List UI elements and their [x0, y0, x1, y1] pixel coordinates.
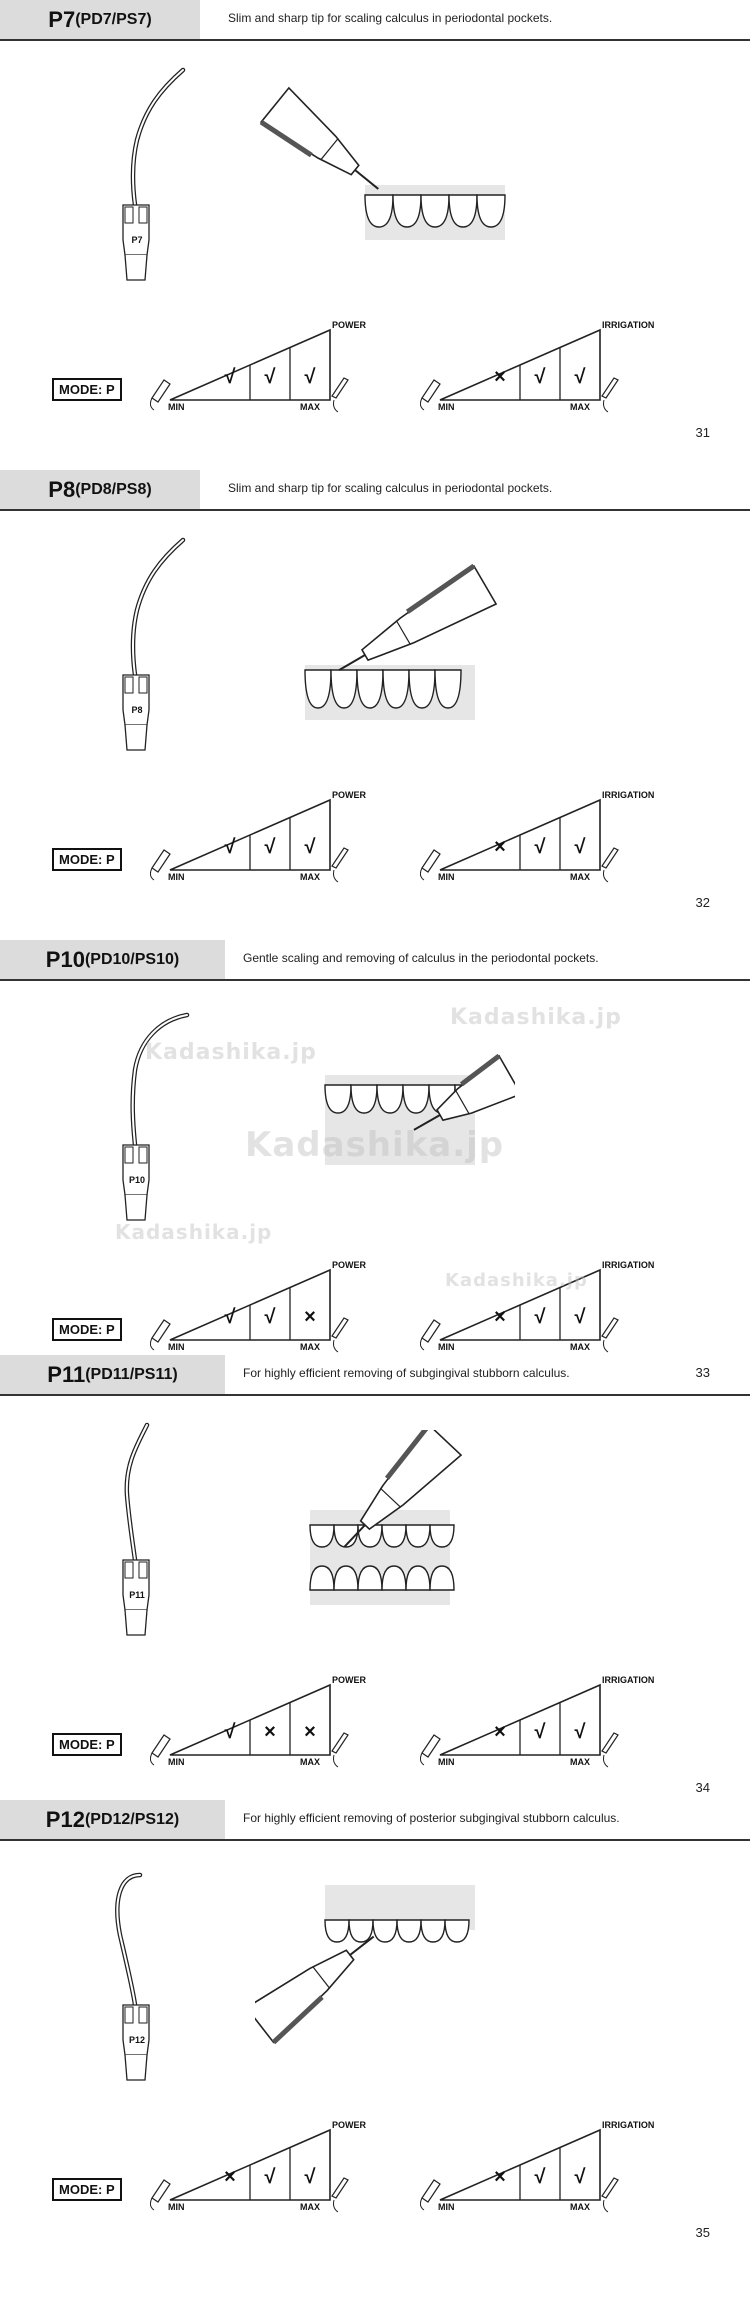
irrigation-level-2-check-icon: √	[534, 2166, 546, 2188]
tip-code: P12	[45, 1807, 85, 1832]
irrigation-level-1-cross-icon: ×	[494, 366, 506, 388]
handpiece-min-icon	[422, 2180, 440, 2202]
section-header	[0, 1355, 750, 1395]
irrigation-levels	[480, 1302, 600, 1332]
header-rule	[0, 39, 750, 41]
irrigation-level-1-cross-icon: ×	[494, 1306, 506, 1328]
handpiece-max-icon	[332, 1733, 348, 1753]
irrigation-level-2-check-icon: √	[534, 836, 546, 858]
power-level-3-cross-icon: ×	[304, 1721, 316, 1743]
page-number: 32	[695, 895, 710, 910]
clinical-illustration	[255, 75, 515, 265]
tooth	[373, 1920, 397, 1942]
tip-description: Slim and sharp tip for scaling calculus in periodontal pockets.	[228, 481, 553, 495]
tip-code-label	[0, 0, 200, 40]
tip-code: P10	[45, 947, 85, 972]
handpiece-min-icon	[152, 1735, 170, 1757]
tip-label: P12	[128, 2035, 145, 2045]
handpiece-max-icon	[602, 1318, 618, 1338]
tip-code-label	[0, 940, 225, 980]
irrigation-level-3-check-icon: √	[574, 366, 586, 388]
watermark: Kadashika.jp	[245, 1125, 505, 1165]
tip-section-p7	[0, 0, 750, 450]
power-title: POWER	[332, 1675, 367, 1685]
power-level-2-check-icon: √	[264, 1306, 276, 1328]
power-level-1-check-icon: √	[224, 836, 236, 858]
scaler-tip-drawing	[65, 1410, 205, 1660]
power-gauge	[150, 1675, 367, 1770]
power-levels	[210, 2162, 330, 2192]
tooth	[406, 1525, 430, 1547]
scaler-tip-drawing	[65, 995, 205, 1245]
tip-flat-right	[139, 2007, 147, 2023]
tip-code-label	[0, 470, 200, 510]
tip-shaft-fill	[133, 70, 183, 205]
handpiece-min-icon	[422, 1320, 440, 1342]
tip-flat-left	[125, 1562, 133, 1578]
power-levels	[210, 362, 330, 392]
power-level-1-check-icon: √	[224, 366, 236, 388]
tip-section-p12	[0, 1800, 750, 2250]
tip-flat-left	[125, 1147, 133, 1163]
irrigation-level-2-check-icon: √	[534, 366, 546, 388]
power-gauge	[150, 790, 367, 885]
handpiece-max-icon	[602, 378, 618, 398]
section-header	[0, 470, 750, 510]
scaler-tip-icon	[65, 1855, 205, 2105]
tip-flat-right	[139, 677, 147, 693]
power-level-3-check-icon: √	[304, 836, 316, 858]
tip-description: Slim and sharp tip for scaling calculus in periodontal pockets.	[228, 11, 553, 25]
power-level-3-cross-icon: ×	[304, 1306, 316, 1328]
power-level-1-cross-icon: ×	[224, 2166, 236, 2188]
irrigation-max-label: MAX	[570, 872, 590, 882]
power-level-2-cross-icon: ×	[264, 1721, 276, 1743]
section-header	[0, 0, 750, 40]
irrigation-max-label: MAX	[570, 402, 590, 412]
tip-label: P10	[128, 1175, 145, 1185]
power-gauge	[150, 1260, 367, 1355]
power-max-label: MAX	[300, 2202, 320, 2212]
tooth	[310, 1525, 334, 1547]
irrigation-min-label: MIN	[438, 872, 455, 882]
irrigation-gauge	[420, 320, 655, 415]
irrigation-title: IRRIGATION	[602, 2120, 655, 2130]
clinical-illustration	[255, 1430, 515, 1620]
tip-description: For highly efficient removing of posterior subgingival stubborn calculus.	[243, 1811, 620, 1825]
scaler-tip-icon	[65, 995, 205, 1245]
handpiece-min-icon	[152, 2180, 170, 2202]
tip-shaft-outline	[133, 540, 183, 675]
power-min-label: MIN	[168, 1757, 185, 1767]
tip-description: For highly efficient removing of subgingival stubborn calculus.	[243, 1366, 570, 1380]
page-number: 33	[695, 1365, 710, 1380]
power-gauge	[150, 320, 367, 415]
handpiece-min-icon	[152, 380, 170, 402]
clinical-illustration	[255, 1875, 515, 2065]
power-level-2-check-icon: √	[264, 366, 276, 388]
scaler-tip-drawing	[65, 1855, 205, 2105]
irrigation-gauge	[420, 1675, 655, 1770]
clinical-illustration	[255, 545, 515, 735]
watermark: Kadashika.jp	[115, 1220, 273, 1244]
irrigation-level-3-check-icon: √	[574, 836, 586, 858]
power-min-label: MIN	[168, 2202, 185, 2212]
power-levels	[210, 1717, 330, 1747]
power-max-label: MAX	[300, 1757, 320, 1767]
tip-flat-left	[125, 2007, 133, 2023]
power-level-3-check-icon: √	[304, 366, 316, 388]
lower-teeth	[365, 195, 505, 227]
irrigation-levels	[480, 2162, 600, 2192]
power-levels	[210, 832, 330, 862]
tooth	[421, 1920, 445, 1942]
irrigation-level-1-cross-icon: ×	[494, 836, 506, 858]
power-title: POWER	[332, 1260, 367, 1270]
irrigation-gauge	[420, 1260, 655, 1355]
tip-code-label	[0, 1355, 225, 1395]
power-levels	[210, 1302, 330, 1332]
tip-alt-codes: (PD10/PS10)	[84, 951, 180, 968]
handpiece-max-icon	[332, 2178, 348, 2198]
tip-shaft-fill	[133, 1015, 187, 1145]
tip-label: P11	[129, 1590, 145, 1600]
power-min-label: MIN	[168, 1342, 185, 1352]
mode-badge: MODE: P	[52, 2178, 122, 2201]
tip-shaft-outline	[133, 70, 183, 205]
tip-code: P7	[48, 7, 76, 32]
tooth	[382, 1525, 406, 1547]
irrigation-min-label: MIN	[438, 1757, 455, 1767]
tip-alt-codes: (PD7/PS7)	[75, 11, 152, 28]
irrigation-level-1-cross-icon: ×	[494, 2166, 506, 2188]
power-min-label: MIN	[168, 872, 185, 882]
tip-flat-right	[139, 1147, 147, 1163]
section-header	[0, 940, 750, 980]
tip-description: Gentle scaling and removing of calculus in the periodontal pockets.	[243, 951, 599, 965]
power-level-1-check-icon: √	[224, 1721, 236, 1743]
tip-label: P8	[131, 705, 143, 715]
clinical-illustration-drawing	[255, 1015, 515, 1205]
tooth	[325, 1920, 349, 1942]
power-min-label: MIN	[168, 402, 185, 412]
irrigation-gauge	[420, 790, 655, 885]
handpiece-max-icon	[602, 848, 618, 868]
clinical-illustration	[255, 1015, 515, 1205]
handpiece-min-icon	[152, 1320, 170, 1342]
irrigation-gauge	[420, 2120, 655, 2215]
tip-thread	[125, 2055, 147, 2080]
irrigation-title: IRRIGATION	[602, 1260, 655, 1270]
power-title: POWER	[332, 790, 367, 800]
irrigation-level-2-check-icon: √	[534, 1721, 546, 1743]
handpiece-max-icon	[332, 1318, 348, 1338]
tip-code: P8	[48, 477, 76, 502]
irrigation-title: IRRIGATION	[602, 320, 655, 330]
tip-thread	[125, 1610, 147, 1635]
tip-flat-right	[139, 1562, 147, 1578]
watermark: Kadashika.jp	[445, 1270, 588, 1291]
tip-code: P11	[47, 1362, 86, 1387]
page-number: 34	[695, 1780, 710, 1795]
mode-badge: MODE: P	[52, 378, 122, 401]
power-level-3-check-icon: √	[304, 2166, 316, 2188]
page-number: 31	[695, 425, 710, 440]
header-rule	[0, 1839, 750, 1841]
mode-badge: MODE: P	[52, 848, 122, 871]
scaler-tip-icon	[65, 525, 205, 775]
gum	[310, 1510, 450, 1605]
irrigation-level-2-check-icon: √	[534, 1306, 546, 1328]
tip-section-p10	[0, 940, 750, 1390]
scaler-tip-icon	[65, 1410, 205, 1660]
tooth	[445, 1920, 469, 1942]
irrigation-max-label: MAX	[570, 1757, 590, 1767]
tip-shaft-fill	[133, 540, 183, 675]
power-level-1-check-icon: √	[224, 1306, 236, 1328]
tip-alt-codes: (PD8/PS8)	[75, 481, 152, 498]
mode-badge: MODE: P	[52, 1318, 122, 1341]
irrigation-level-1-cross-icon: ×	[494, 1721, 506, 1743]
tip-section-p11	[0, 1355, 750, 1805]
irrigation-levels	[480, 832, 600, 862]
power-title: POWER	[332, 2120, 367, 2130]
watermark: Kadashika.jp	[450, 1005, 622, 1030]
irrigation-title: IRRIGATION	[602, 790, 655, 800]
power-title: POWER	[332, 320, 367, 330]
irrigation-max-label: MAX	[570, 1342, 590, 1352]
irrigation-level-3-check-icon: √	[574, 2166, 586, 2188]
header-rule	[0, 509, 750, 511]
power-max-label: MAX	[300, 402, 320, 412]
tip-label: P7	[131, 235, 143, 245]
irrigation-min-label: MIN	[438, 2202, 455, 2212]
section-header	[0, 1800, 750, 1840]
upper-teeth	[325, 1920, 469, 1942]
scaler-tip-icon	[65, 55, 205, 305]
tip-shaft-fill	[127, 1425, 147, 1560]
irrigation-max-label: MAX	[570, 2202, 590, 2212]
irrigation-min-label: MIN	[438, 1342, 455, 1352]
tip-thread	[125, 255, 147, 280]
page-number: 35	[695, 2225, 710, 2240]
irrigation-levels	[480, 362, 600, 392]
handpiece-max-icon	[602, 1733, 618, 1753]
tip-section-p8	[0, 470, 750, 920]
tip-shaft-outline	[133, 1015, 187, 1145]
clinical-illustration-drawing	[255, 545, 515, 735]
clinical-illustration-drawing	[255, 75, 515, 265]
tip-alt-codes: (PD11/PS11)	[85, 1366, 178, 1383]
scaler-tip-drawing	[65, 55, 205, 305]
power-gauge	[150, 2120, 367, 2215]
power-level-2-check-icon: √	[264, 2166, 276, 2188]
power-level-2-check-icon: √	[264, 836, 276, 858]
irrigation-level-3-check-icon: √	[574, 1721, 586, 1743]
mode-badge: MODE: P	[52, 1733, 122, 1756]
scaler-tip-drawing	[65, 525, 205, 775]
tip-flat-left	[125, 207, 133, 223]
tooth	[397, 1920, 421, 1942]
handpiece-min-icon	[422, 850, 440, 872]
tip-code-label	[0, 1800, 225, 1840]
power-max-label: MAX	[300, 872, 320, 882]
power-max-label: MAX	[300, 1342, 320, 1352]
header-rule	[0, 979, 750, 981]
tooth	[430, 1525, 454, 1547]
irrigation-min-label: MIN	[438, 402, 455, 412]
handpiece-min-icon	[422, 380, 440, 402]
clinical-illustration-drawing	[255, 1430, 515, 1620]
handpiece-min-icon	[422, 1735, 440, 1757]
tip-flat-left	[125, 677, 133, 693]
watermark: Kadashika.jp	[145, 1040, 317, 1065]
handpiece-max-icon	[332, 848, 348, 868]
tip-alt-codes: (PD12/PS12)	[84, 1811, 180, 1828]
header-rule	[0, 1394, 750, 1396]
clinical-illustration-drawing	[255, 1875, 515, 2065]
tip-flat-right	[139, 207, 147, 223]
irrigation-level-3-check-icon: √	[574, 1306, 586, 1328]
tip-thread	[125, 1195, 147, 1220]
tip-thread	[125, 725, 147, 750]
handpiece-min-icon	[152, 850, 170, 872]
irrigation-title: IRRIGATION	[602, 1675, 655, 1685]
handpiece-max-icon	[602, 2178, 618, 2198]
irrigation-levels	[480, 1717, 600, 1747]
handpiece-max-icon	[332, 378, 348, 398]
